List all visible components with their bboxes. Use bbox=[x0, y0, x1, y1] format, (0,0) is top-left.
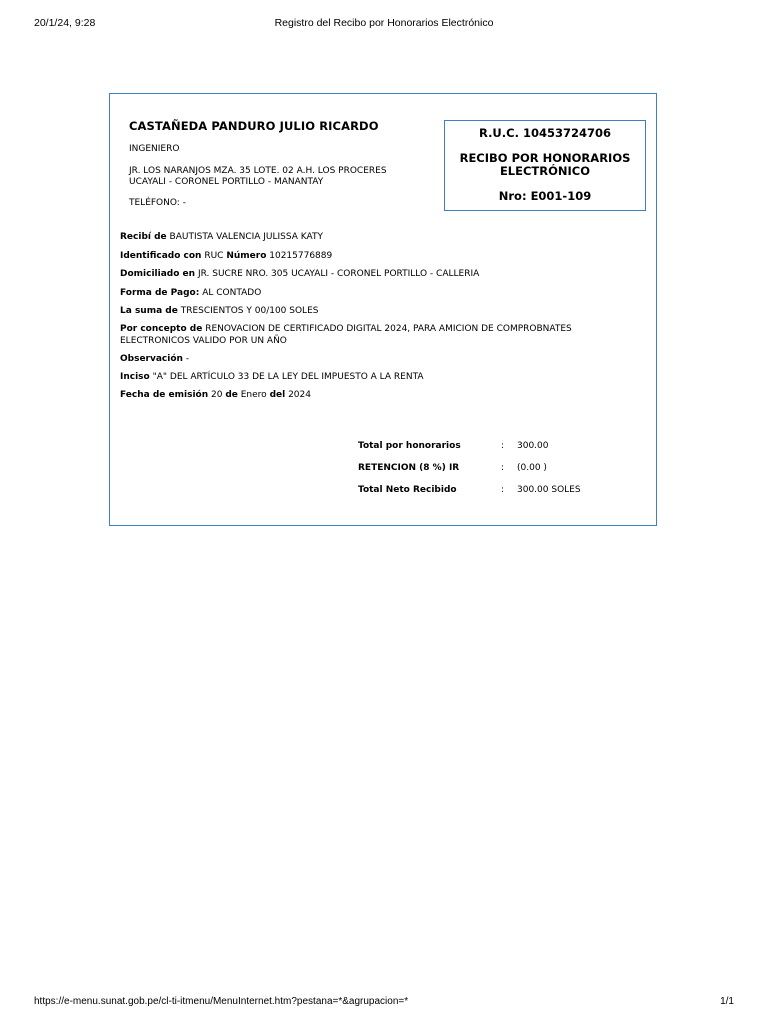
total-value: 300.00 bbox=[517, 441, 549, 451]
issuer-name: CASTAÑEDA PANDURO JULIO RICARDO bbox=[129, 119, 379, 133]
concepto-value-line2: ELECTRONICOS VALIDO POR UN AÑO bbox=[120, 335, 287, 346]
issuer-address-line2: UCAYALI - CORONEL PORTILLO - MANANTAY bbox=[129, 177, 324, 187]
field-identificado bbox=[120, 251, 640, 263]
issuer-profession: INGENIERO bbox=[129, 144, 180, 154]
identificado-value: 10215776889 bbox=[269, 251, 333, 261]
forma-pago-label: Forma de Pago: bbox=[120, 288, 200, 298]
total-neto-value: 300.00 SOLES bbox=[517, 485, 581, 495]
concepto-label: Por concepto de bbox=[120, 324, 203, 334]
field-recibi bbox=[120, 232, 640, 244]
fecha-label: Fecha de emisión bbox=[120, 390, 209, 400]
print-page-count: 1/1 bbox=[720, 996, 734, 1007]
domicilio-label: Domiciliado en bbox=[120, 269, 196, 279]
receipt-title-line2: ELECTRÓNICO bbox=[499, 164, 591, 178]
retencion-label: RETENCION (8 %) IR bbox=[358, 463, 460, 473]
ruc-box bbox=[444, 120, 646, 211]
recibi-value: BAUTISTA VALENCIA JULISSA KATY bbox=[169, 232, 323, 242]
field-forma-pago bbox=[120, 288, 640, 300]
retencion-row bbox=[358, 463, 638, 475]
receipt-document bbox=[109, 93, 657, 526]
field-observacion bbox=[120, 354, 640, 366]
print-footer bbox=[34, 996, 734, 1010]
total-neto-colon: : bbox=[501, 485, 505, 495]
print-page-title: Registro del Recibo por Honorarios Electrónico bbox=[274, 17, 494, 29]
forma-pago-value: AL CONTADO bbox=[202, 288, 262, 298]
fecha-month: Enero bbox=[240, 390, 267, 400]
observacion-value: - bbox=[185, 354, 190, 364]
fecha-year: 2024 bbox=[288, 390, 311, 400]
total-neto-label: Total Neto Recibido bbox=[358, 485, 457, 495]
identificado-label: Identificado con bbox=[120, 251, 202, 261]
field-inciso bbox=[120, 372, 640, 384]
domicilio-value: JR. SUCRE NRO. 305 UCAYALI - CORONEL PORTILLO - CALLERIA bbox=[197, 269, 480, 279]
identificado-doc-type: RUC bbox=[204, 251, 224, 261]
observacion-label: Observación bbox=[120, 354, 183, 364]
field-domicilio bbox=[120, 269, 640, 281]
print-url: https://e-menu.sunat.gob.pe/cl-ti-itmenu/MenuInternet.htm?pestana=*&agrupacion=* bbox=[34, 996, 409, 1007]
fecha-del: del bbox=[269, 390, 286, 400]
issuer-address-line1: JR. LOS NARANJOS MZA. 35 LOTE. 02 A.H. LOS PROCERES bbox=[129, 166, 387, 176]
fecha-day: 20 bbox=[211, 390, 223, 400]
retencion-colon: : bbox=[501, 463, 505, 473]
recibi-label: Recibí de bbox=[120, 232, 167, 242]
field-concepto bbox=[120, 324, 640, 347]
field-fecha-emision bbox=[120, 390, 640, 402]
total-honorarios-row bbox=[358, 441, 638, 453]
concepto-value-line1: RENOVACION DE CERTIFICADO DIGITAL 2024, PARA AMICION DE COMPROBNATES bbox=[205, 324, 572, 334]
suma-value: TRESCIENTOS Y 00/100 SOLES bbox=[180, 306, 319, 316]
receipt-number: Nro: E001-109 bbox=[498, 189, 592, 203]
inciso-value: "A" DEL ARTÍCULO 33 DE LA LEY DEL IMPUESTO A LA RENTA bbox=[152, 372, 424, 382]
retencion-value: (0.00 ) bbox=[517, 463, 547, 473]
inciso-label: Inciso bbox=[120, 372, 150, 382]
field-suma bbox=[120, 306, 640, 318]
fecha-de: de bbox=[225, 390, 238, 400]
issuer-phone: TELÉFONO: - bbox=[129, 198, 186, 208]
total-label: Total por honorarios bbox=[358, 441, 461, 451]
total-neto-row bbox=[358, 485, 638, 497]
total-colon: : bbox=[501, 441, 505, 451]
suma-label: La suma de bbox=[120, 306, 178, 316]
numero-label: Número bbox=[226, 251, 267, 261]
receipt-title-line1: RECIBO POR HONORARIOS bbox=[459, 151, 631, 165]
print-datetime: 20/1/24, 9:28 bbox=[34, 17, 96, 29]
ruc-number: R.U.C. 10453724706 bbox=[479, 126, 611, 140]
print-header bbox=[34, 17, 734, 31]
